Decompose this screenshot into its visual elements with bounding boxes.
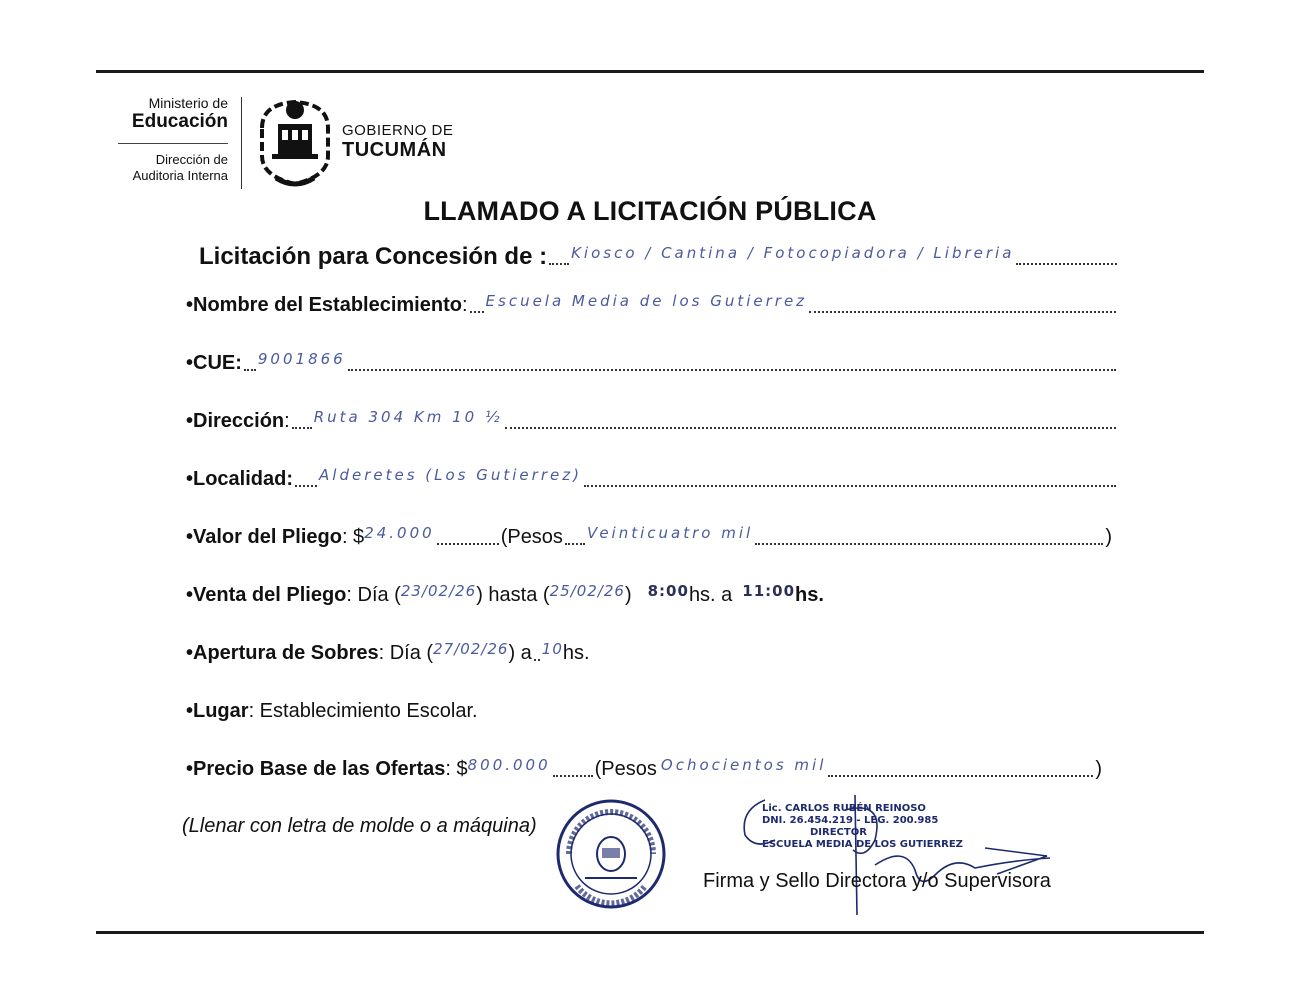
venta-text5: hs.: [795, 584, 824, 606]
ministry-logo: [100, 95, 228, 184]
valor-prefix: : $: [341, 526, 365, 548]
tucuman-crest-icon: [256, 94, 334, 190]
lugar-text: : Establecimiento Escolar.: [248, 700, 478, 722]
top-rule: [96, 70, 1204, 73]
apertura-dia: 27/02/26: [433, 640, 509, 658]
venta-text2: ) hasta (: [476, 584, 550, 606]
field-valor-pliego: [186, 524, 1112, 550]
field-concesion: [199, 244, 1119, 270]
field-nombre: •Nombre del Establecimiento : Escuela Media de los Gutierrez: [186, 292, 1118, 318]
nombre-value: Escuela Media de los Gutierrez: [485, 292, 808, 310]
dots: [348, 365, 1116, 371]
dots: [534, 655, 540, 661]
precio-pesos-open: (Pesos: [594, 758, 657, 780]
field-lugar: [186, 698, 1118, 724]
apertura-text2: ) a: [508, 642, 532, 664]
valor-pesos-value: Veinticuatro mil: [586, 524, 754, 542]
stamp-line2: DNI. 26.454.219 - LEG. 200.985: [762, 815, 939, 826]
dots: [244, 365, 256, 371]
venta-text4: hs. a: [688, 584, 733, 606]
localidad-label: •Localidad:: [186, 468, 294, 490]
signature-caption: Firma y Sello Directora y/o Supervisora: [703, 870, 1051, 892]
venta-hora2: 11:00: [742, 582, 796, 600]
direccion-value: Ruta 304 Km 10 ½: [313, 408, 503, 426]
dots: [828, 771, 1093, 777]
precio-label: •Precio Base de las Ofertas: [186, 758, 446, 780]
field-cue: [186, 350, 1118, 376]
round-seal-icon: [555, 798, 667, 910]
handwritten-signature: [735, 790, 1055, 920]
nombre-label: •Nombre del Establecimiento: [186, 294, 462, 316]
stamp-line1: Lic. CARLOS RUBÉN REINOSO: [762, 803, 926, 814]
lugar-label: •Lugar: [186, 700, 249, 722]
dots: [470, 307, 484, 313]
field-apertura: [186, 640, 1118, 666]
apertura-text1: : Día (: [378, 642, 434, 664]
venta-text3: ): [624, 584, 632, 606]
field-venta-pliego: [186, 582, 1118, 608]
precio-value: 800.000: [467, 756, 551, 774]
valor-pesos-close: ): [1105, 526, 1112, 548]
dots: [437, 539, 499, 545]
dots: [292, 423, 312, 429]
dots: [565, 539, 585, 545]
gov-line2: TUCUMÁN: [342, 139, 447, 161]
field-localidad: [186, 466, 1118, 492]
precio-prefix: : $: [445, 758, 468, 780]
ministry-line2: Educación: [131, 111, 228, 132]
government-logo: [342, 122, 453, 161]
apertura-label: •Apertura de Sobres: [186, 642, 379, 664]
document-title: LLAMADO A LICITACIÓN PÚBLICA: [423, 196, 877, 226]
gov-line1: GOBIERNO DE: [342, 122, 454, 139]
ministry-line1: Ministerio de: [148, 95, 228, 111]
localidad-value: Alderetes (Los Gutierrez): [319, 466, 582, 484]
dots: [584, 481, 1116, 487]
venta-text1: : Día (: [346, 584, 401, 606]
stamp-line3: DIRECTOR: [810, 827, 867, 838]
apertura-hora: 10: [541, 640, 563, 658]
concesion-label: Licitación para Concesión de :: [199, 243, 548, 270]
dots: [1016, 259, 1117, 265]
dots: [295, 481, 317, 487]
valor-value: 24.000: [364, 524, 435, 542]
direccion-label: •Dirección: [186, 410, 285, 432]
dots: [549, 259, 569, 265]
apertura-text3: hs.: [562, 642, 590, 664]
concesion-value: Kiosco / Cantina / Fotocopiadora / Libreria: [571, 244, 1015, 262]
venta-dia2: 25/02/26: [549, 582, 625, 600]
ministry-separator: [118, 143, 228, 144]
ministry-line3: Dirección de: [155, 152, 228, 167]
cue-value: 9001866: [257, 350, 346, 368]
precio-pesos-close: ): [1095, 758, 1102, 780]
stamp-line4: ESCUELA MEDIA DE LOS GUTIERREZ: [762, 839, 963, 850]
bottom-rule: [96, 931, 1204, 934]
dots: [755, 539, 1103, 545]
venta-dia1: 23/02/26: [400, 582, 477, 600]
dots: [809, 307, 1116, 313]
cue-label: •CUE:: [186, 352, 242, 374]
valor-pesos-open: (Pesos: [500, 526, 563, 548]
ministry-line4: Auditoria Interna: [132, 168, 228, 183]
precio-pesos-value: Ochocientos mil: [660, 756, 827, 774]
field-direccion: •Dirección : Ruta 304 Km 10 ½: [186, 408, 1118, 434]
valor-label: •Valor del Pliego: [186, 526, 342, 548]
header-divider: [241, 97, 242, 189]
dots: [505, 423, 1117, 429]
field-precio-base: [186, 756, 1102, 782]
fill-instructions-note: (Llenar con letra de molde o a máquina): [182, 815, 537, 837]
venta-label: •Venta del Pliego: [186, 584, 347, 606]
venta-hora1: 8:00: [647, 582, 689, 600]
dots: [553, 771, 593, 777]
